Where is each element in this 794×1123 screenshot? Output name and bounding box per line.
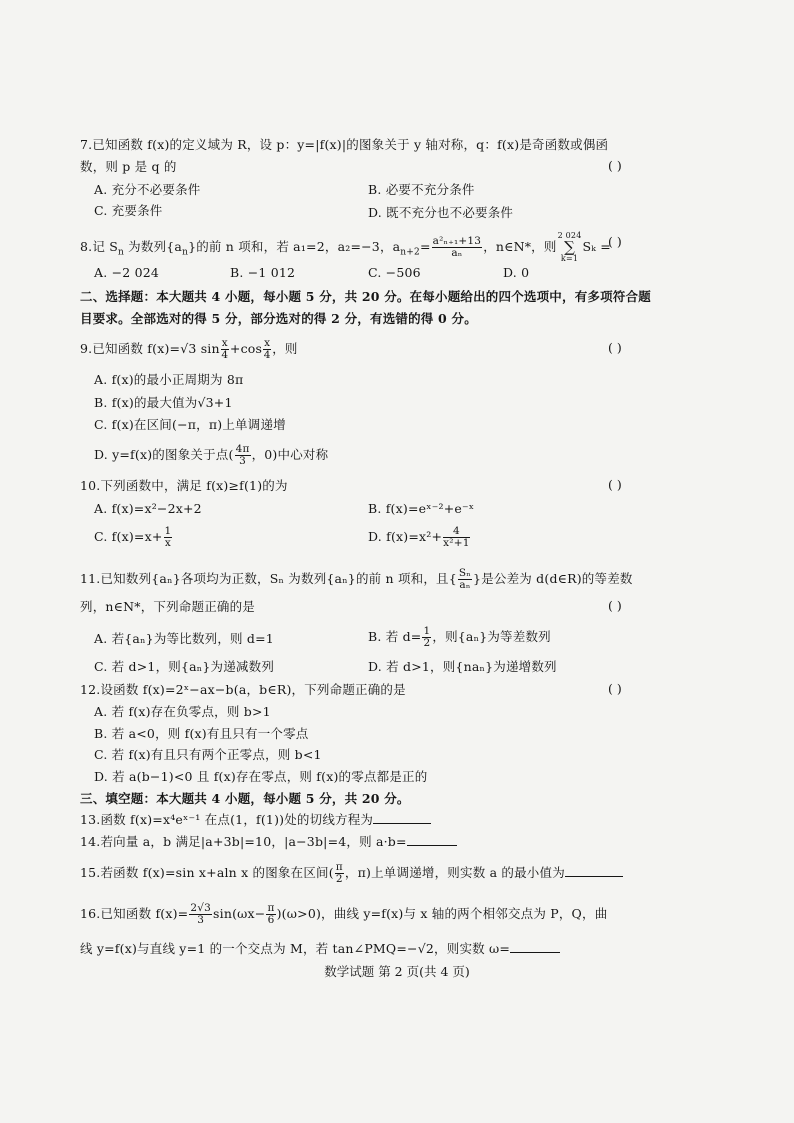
q9-option-d-post: ，0)中心对称 (251, 447, 329, 462)
q9-option-d-frac-num: 4π (235, 443, 250, 455)
q11-stem-line2: 列，n∈N*，下列命题正确的是 (80, 599, 255, 614)
q11-option-b-den: 2 (423, 637, 431, 649)
q8-option-a: A. −2 024 (94, 265, 160, 280)
q9-frac1 (221, 338, 229, 361)
q15-post: ，π)上单调递增，则实数 a 的最小值为 (344, 865, 565, 880)
q10-option-c-num: 1 (164, 525, 172, 537)
q9-mid: +cos (229, 341, 263, 356)
q8-stem (80, 232, 611, 263)
q10-option-b: B. f(x)=eˣ⁻²+e⁻ˣ (368, 501, 475, 516)
q11-post: }是公差为 d(d∈R)的等差数 (473, 571, 633, 586)
q16-frac2-num: π (267, 902, 275, 914)
q8-sum-top: 2 024 (557, 231, 582, 240)
q9-option-b: B. f(x)的最大值为√3+1 (94, 395, 233, 410)
q9-option-a: A. f(x)的最小正周期为 8π (94, 372, 244, 387)
q11-option-b-post: ，则{aₙ}为等差数列 (432, 629, 551, 644)
q9-pre: 9.已知函数 f(x)=√3 sin (80, 341, 220, 356)
q7-answer-paren: ( ) (608, 158, 622, 173)
q14-answer-blank[interactable] (407, 833, 457, 846)
q11-pre: 11.已知数列{aₙ}各项均为正数，Sₙ 为数列{aₙ}的前 n 项和，且{ (80, 571, 457, 586)
q13-text: 13.函数 f(x)=x⁴eˣ⁻¹ 在点(1，f(1))处的切线方程为 (80, 812, 374, 827)
q8-eq: = (419, 239, 431, 254)
q8-pre: 8.记 S (80, 239, 118, 254)
q15-pre: 15.若函数 f(x)=sin x+aln x 的图象在区间( (80, 865, 334, 880)
q14-text: 14.若向量 a，b 满足|a+3b|=10，|a−3b|=4，则 a·b= (80, 834, 407, 849)
q9-option-d-frac-den: 3 (239, 455, 247, 467)
q10-answer-paren: ( ) (608, 477, 622, 492)
q10-option-d-num: 4 (443, 526, 469, 538)
q10-option-a: A. f(x)=x²−2x+2 (94, 501, 202, 516)
q10-option-c-pre: C. f(x)=x+ (94, 529, 163, 544)
q7-stem-line2: 数，则 p 是 q 的 (80, 159, 177, 174)
q9-frac2-den: 4 (263, 349, 271, 361)
q8-sum-term: Sₖ = (582, 239, 611, 254)
section2-heading-line2: 目要求。全部选对的得 5 分，部分选对的得 2 分，有选错的得 0 分。 (80, 311, 477, 326)
q16-post: )(ω>0)，曲线 y=f(x)与 x 轴的两个相邻交点为 P，Q，曲 (276, 906, 608, 921)
q8-mid: 为数列{a (123, 239, 183, 254)
q8-sub-n2: n (182, 247, 189, 258)
q13-answer-blank[interactable] (373, 811, 431, 824)
q12-answer-paren: ( ) (608, 681, 622, 696)
q12-option-c: C. 若 f(x)有且只有两个正零点，则 b<1 (94, 747, 322, 762)
q8-sigma: ∑ (564, 238, 575, 256)
section3-heading: 三、填空题：本大题共 4 小题，每小题 5 分，共 20 分。 (80, 791, 410, 806)
q11-option-b-pre: B. 若 d= (368, 629, 422, 644)
q15-stem (80, 862, 623, 885)
q8-sum-bottom: k=1 (560, 254, 579, 263)
q16-frac2 (266, 903, 275, 926)
q7-option-a: A. 充分不必要条件 (94, 182, 201, 197)
q8-fraction (432, 236, 483, 259)
q15-frac (335, 862, 344, 885)
q7-option-c: C. 充要条件 (94, 203, 163, 218)
q12-option-a: A. 若 f(x)存在负零点，则 b>1 (94, 704, 271, 719)
q9-option-c: C. f(x)在区间(−π，π)上单调递增 (94, 417, 286, 432)
page-footer: 数学试题 第 2 页(共 4 页) (324, 964, 470, 979)
q8-sub-n: n (117, 247, 124, 258)
q8-sum-symbol (558, 232, 582, 263)
q8-sub-n-plus-2: n+2 (400, 247, 420, 258)
q7-stem-line1: 7.已知函数 f(x)的定义域为 R，设 p：y=|f(x)|的图象关于 y 轴对称，q：f(x)是奇函数或偶函 (80, 137, 609, 152)
q9-post: ，则 (272, 341, 298, 356)
q8-mid2: }的前 n 项和，若 a₁=2，a₂=−3，a (188, 239, 401, 254)
q10-option-d (368, 526, 471, 549)
q11-option-c: C. 若 d>1，则{aₙ}为递减数列 (94, 659, 275, 674)
q11-frac-den: aₙ (459, 579, 471, 591)
q16-answer-blank[interactable] (510, 940, 560, 953)
q7-option-b: B. 必要不充分条件 (368, 182, 475, 197)
q9-frac2 (263, 338, 271, 361)
q8-frac-num: a²ₙ₊₁+13 (432, 235, 482, 247)
q8-option-b: B. −1 012 (230, 265, 296, 280)
section2-heading-line1: 二、选择题：本大题共 4 小题，每小题 5 分，共 20 分。在每小题给出的四个选项中，有多项符合题 (80, 289, 651, 304)
q9-answer-paren: ( ) (608, 340, 622, 355)
q9-stem (80, 338, 298, 361)
q10-option-c-frac (164, 526, 173, 549)
q10-stem: 10.下列函数中，满足 f(x)≥f(1)的为 (80, 478, 288, 493)
q7-option-d: D. 既不充分也不必要条件 (368, 205, 514, 220)
q11-option-b (368, 626, 551, 649)
q12-stem: 12.设函数 f(x)=2ˣ−ax−b(a，b∈R)，下列命题正确的是 (80, 682, 406, 697)
q16-pre: 16.已知函数 f(x)= (80, 906, 189, 921)
q8-option-d: D. 0 (503, 265, 530, 280)
q16-frac1-den: 3 (197, 914, 205, 926)
q10-option-d-pre: D. f(x)=x²+ (368, 529, 443, 544)
q9-frac1-num: x (221, 337, 228, 349)
q11-option-b-frac (422, 626, 431, 649)
q16-frac2-den: 6 (267, 914, 275, 926)
q15-frac-den: 2 (335, 873, 343, 885)
q16-mid: sin(ωx− (213, 906, 266, 921)
q10-option-c (94, 526, 173, 549)
q15-frac-num: π (335, 861, 343, 873)
q8-answer-paren: ( ) (608, 234, 622, 249)
q9-option-d (94, 444, 328, 467)
q11-frac (458, 568, 472, 591)
q16-stem-line2 (80, 940, 560, 958)
q13-stem (80, 811, 431, 829)
q15-answer-blank[interactable] (565, 864, 623, 877)
q14-stem (80, 833, 457, 851)
q12-option-b: B. 若 a<0，则 f(x)有且只有一个零点 (94, 726, 309, 741)
q11-option-a: A. 若{aₙ}为等比数列，则 d=1 (94, 631, 274, 646)
q16-frac1 (189, 903, 212, 926)
q8-post: ，n∈N*，则 (483, 239, 557, 254)
q11-option-b-num: 1 (423, 625, 431, 637)
q8-option-c: C. −506 (368, 265, 421, 280)
q10-option-c-den: x (164, 537, 171, 549)
q10-option-d-den: x²+1 (443, 537, 470, 549)
q11-option-d: D. 若 d>1，则{naₙ}为递增数列 (368, 659, 557, 674)
q9-option-d-pre: D. y=f(x)的图象关于点( (94, 447, 234, 462)
q8-frac-den: aₙ (451, 247, 463, 259)
q12-option-d: D. 若 a(b−1)<0 且 f(x)存在零点，则 f(x)的零点都是正的 (94, 769, 428, 784)
q11-answer-paren: ( ) (608, 598, 622, 613)
q9-option-d-frac (235, 444, 251, 467)
q10-option-d-frac (443, 526, 469, 549)
q9-frac1-den: 4 (221, 349, 229, 361)
q16-frac1-num: 2√3 (190, 902, 212, 914)
q16-stem-line1 (80, 903, 607, 926)
q11-frac-num: Sₙ (458, 567, 472, 579)
q16-line2: 线 y=f(x)与直线 y=1 的一个交点为 M，若 tan∠PMQ=−√2，则实数 ω= (80, 941, 511, 956)
q11-stem-line1 (80, 568, 633, 591)
q9-frac2-num: x (264, 337, 271, 349)
